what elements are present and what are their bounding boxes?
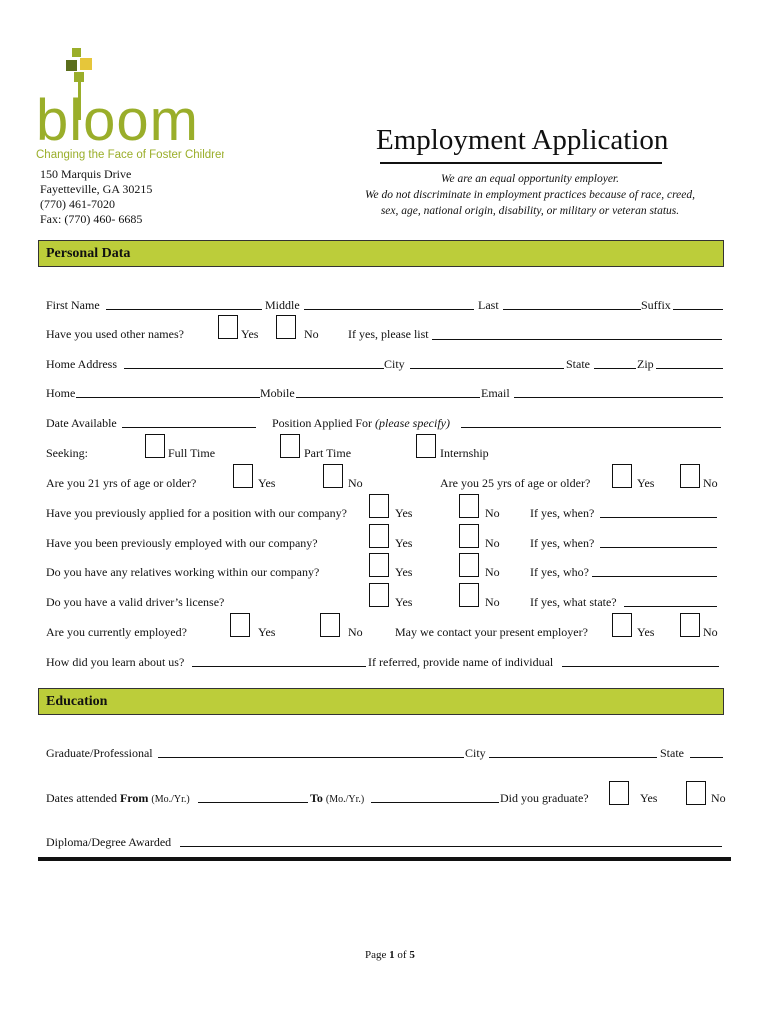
seeking-label: Seeking: <box>46 446 88 460</box>
did-graduate-label: Did you graduate? <box>500 791 589 805</box>
no-label: No <box>485 595 500 609</box>
dates-attended-label: Dates attended From (Mo./Yr.) <box>46 791 190 805</box>
section-header-personal: Personal Data <box>38 240 724 267</box>
no-label: No <box>304 327 319 341</box>
contact-yes-checkbox[interactable] <box>612 613 632 637</box>
license-state-field[interactable] <box>624 606 717 607</box>
license-yes-checkbox[interactable] <box>369 583 389 607</box>
if-referred-label: If referred, provide name of individual <box>368 655 554 669</box>
yes-label: Yes <box>640 791 658 805</box>
graduate-label: Graduate/Professional <box>46 746 153 760</box>
yes-label: Yes <box>637 476 655 490</box>
section-divider <box>38 857 731 861</box>
date-available-label: Date Available <box>46 416 117 430</box>
if-yes-list-label: If yes, please list <box>348 327 429 341</box>
prev-employed-when-field[interactable] <box>600 547 717 548</box>
referred-name-field[interactable] <box>562 666 719 667</box>
position-field[interactable] <box>461 427 721 428</box>
position-applied-label: Position Applied For (please specify) <box>272 416 450 430</box>
other-names-label: Have you used other names? <box>46 327 184 341</box>
no-label: No <box>703 476 718 490</box>
svg-text:Changing the Face of Foster Ch: Changing the Face of Foster Children. <box>36 149 224 161</box>
prev-employed-yes-checkbox[interactable] <box>369 524 389 548</box>
if-yes-when-label: If yes, when? <box>530 536 595 550</box>
other-names-yes-checkbox[interactable] <box>218 315 238 339</box>
date-available-field[interactable] <box>122 427 256 428</box>
email-label: Email <box>481 386 510 400</box>
if-yes-when-label: If yes, when? <box>530 506 595 520</box>
page-title: Employment Application <box>376 124 669 156</box>
yes-label: Yes <box>395 506 413 520</box>
if-yes-state-label: If yes, what state? <box>530 595 617 609</box>
age21-no-checkbox[interactable] <box>323 464 343 488</box>
middle-label: Middle <box>265 298 300 312</box>
yes-label: Yes <box>241 327 259 341</box>
internship-checkbox[interactable] <box>416 434 436 458</box>
address-line: (770) 461-7020 <box>40 197 115 211</box>
suffix-label: Suffix <box>641 298 671 312</box>
yes-label: Yes <box>258 625 276 639</box>
city-field[interactable] <box>410 368 564 369</box>
other-names-field[interactable] <box>432 339 722 340</box>
last-name-field[interactable] <box>503 309 641 310</box>
middle-name-field[interactable] <box>304 309 474 310</box>
eeo-line: We do not discriminate in employment practices because of race, creed, <box>364 189 695 201</box>
svg-text:bloom: bloom <box>36 88 199 153</box>
home-address-field[interactable] <box>124 368 384 369</box>
how-learn-label: How did you learn about us? <box>46 655 185 669</box>
yes-label: Yes <box>395 565 413 579</box>
relatives-label: Do you have any relatives working within our company? <box>46 565 320 579</box>
title-underline <box>380 162 662 164</box>
state-field[interactable] <box>594 368 636 369</box>
company-address <box>40 167 152 227</box>
logo <box>34 42 224 162</box>
age25-yes-checkbox[interactable] <box>612 464 632 488</box>
edu-city-field[interactable] <box>489 757 657 758</box>
page-number: Page 1 of 5 <box>365 949 415 961</box>
prev-employed-label: Have you been previously employed with our company? <box>46 536 318 550</box>
graduate-field[interactable] <box>158 757 464 758</box>
prev-applied-yes-checkbox[interactable] <box>369 494 389 518</box>
to-label: To (Mo./Yr.) <box>310 791 365 805</box>
suffix-field[interactable] <box>673 309 723 310</box>
state-label: State <box>566 357 590 371</box>
prev-applied-label: Have you previously applied for a position with our company? <box>46 506 347 520</box>
relatives-yes-checkbox[interactable] <box>369 553 389 577</box>
address-line: 150 Marquis Drive <box>40 167 132 181</box>
graduated-yes-checkbox[interactable] <box>609 781 629 805</box>
employed-yes-checkbox[interactable] <box>230 613 250 637</box>
full-time-checkbox[interactable] <box>145 434 165 458</box>
logo-mark <box>34 42 224 162</box>
edu-state-label: State <box>660 746 684 760</box>
if-yes-who-label: If yes, who? <box>530 565 589 579</box>
first-name-label: First Name <box>46 298 100 312</box>
may-contact-label: May we contact your present employer? <box>395 625 588 639</box>
age25-no-checkbox[interactable] <box>680 464 700 488</box>
date-from-field[interactable] <box>198 802 308 803</box>
no-label: No <box>348 625 363 639</box>
no-label: No <box>485 506 500 520</box>
prev-applied-when-field[interactable] <box>600 517 717 518</box>
license-no-checkbox[interactable] <box>459 583 479 607</box>
no-label: No <box>485 565 500 579</box>
no-label: No <box>485 536 500 550</box>
section-header-education: Education <box>38 688 724 715</box>
other-names-no-checkbox[interactable] <box>276 315 296 339</box>
license-label: Do you have a valid driver’s license? <box>46 595 225 609</box>
yes-label: Yes <box>258 476 276 490</box>
date-to-field[interactable] <box>371 802 499 803</box>
eeo-line: We are an equal opportunity employer. <box>440 173 619 185</box>
age21-label: Are you 21 yrs of age or older? <box>46 476 197 490</box>
part-time-checkbox[interactable] <box>280 434 300 458</box>
zip-label: Zip <box>637 357 654 371</box>
diploma-field[interactable] <box>180 846 722 847</box>
no-label: No <box>711 791 726 805</box>
edu-city-label: City <box>465 746 486 760</box>
zip-field[interactable] <box>656 368 723 369</box>
employed-no-checkbox[interactable] <box>320 613 340 637</box>
address-line: Fayetteville, GA 30215 <box>40 182 153 196</box>
age21-yes-checkbox[interactable] <box>233 464 253 488</box>
full-time-label: Full Time <box>168 446 216 460</box>
no-label: No <box>348 476 363 490</box>
yes-label: Yes <box>395 595 413 609</box>
contact-no-checkbox[interactable] <box>680 613 700 637</box>
city-label: City <box>384 357 405 371</box>
eeo-line: sex, age, national origin, disability, or military or veteran status. <box>380 205 680 217</box>
yes-label: Yes <box>637 625 655 639</box>
email-field[interactable] <box>514 397 723 398</box>
home-phone-label: Home <box>46 386 76 400</box>
no-label: No <box>703 625 718 639</box>
how-learn-field[interactable] <box>192 666 366 667</box>
prev-employed-no-checkbox[interactable] <box>459 524 479 548</box>
currently-employed-label: Are you currently employed? <box>46 625 187 639</box>
last-label: Last <box>478 298 499 312</box>
internship-label: Internship <box>440 446 489 460</box>
home-address-label: Home Address <box>46 357 117 371</box>
relatives-who-field[interactable] <box>592 576 717 577</box>
address-line: Fax: (770) 460- 6685 <box>40 212 143 226</box>
mobile-label: Mobile <box>260 386 295 400</box>
mobile-field[interactable] <box>296 397 480 398</box>
home-phone-field[interactable] <box>76 397 260 398</box>
relatives-no-checkbox[interactable] <box>459 553 479 577</box>
part-time-label: Part Time <box>304 446 352 460</box>
yes-label: Yes <box>395 536 413 550</box>
diploma-label: Diploma/Degree Awarded <box>46 835 172 849</box>
edu-state-field[interactable] <box>690 757 723 758</box>
graduated-no-checkbox[interactable] <box>686 781 706 805</box>
first-name-field[interactable] <box>106 309 262 310</box>
age25-label: Are you 25 yrs of age or older? <box>440 476 591 490</box>
prev-applied-no-checkbox[interactable] <box>459 494 479 518</box>
